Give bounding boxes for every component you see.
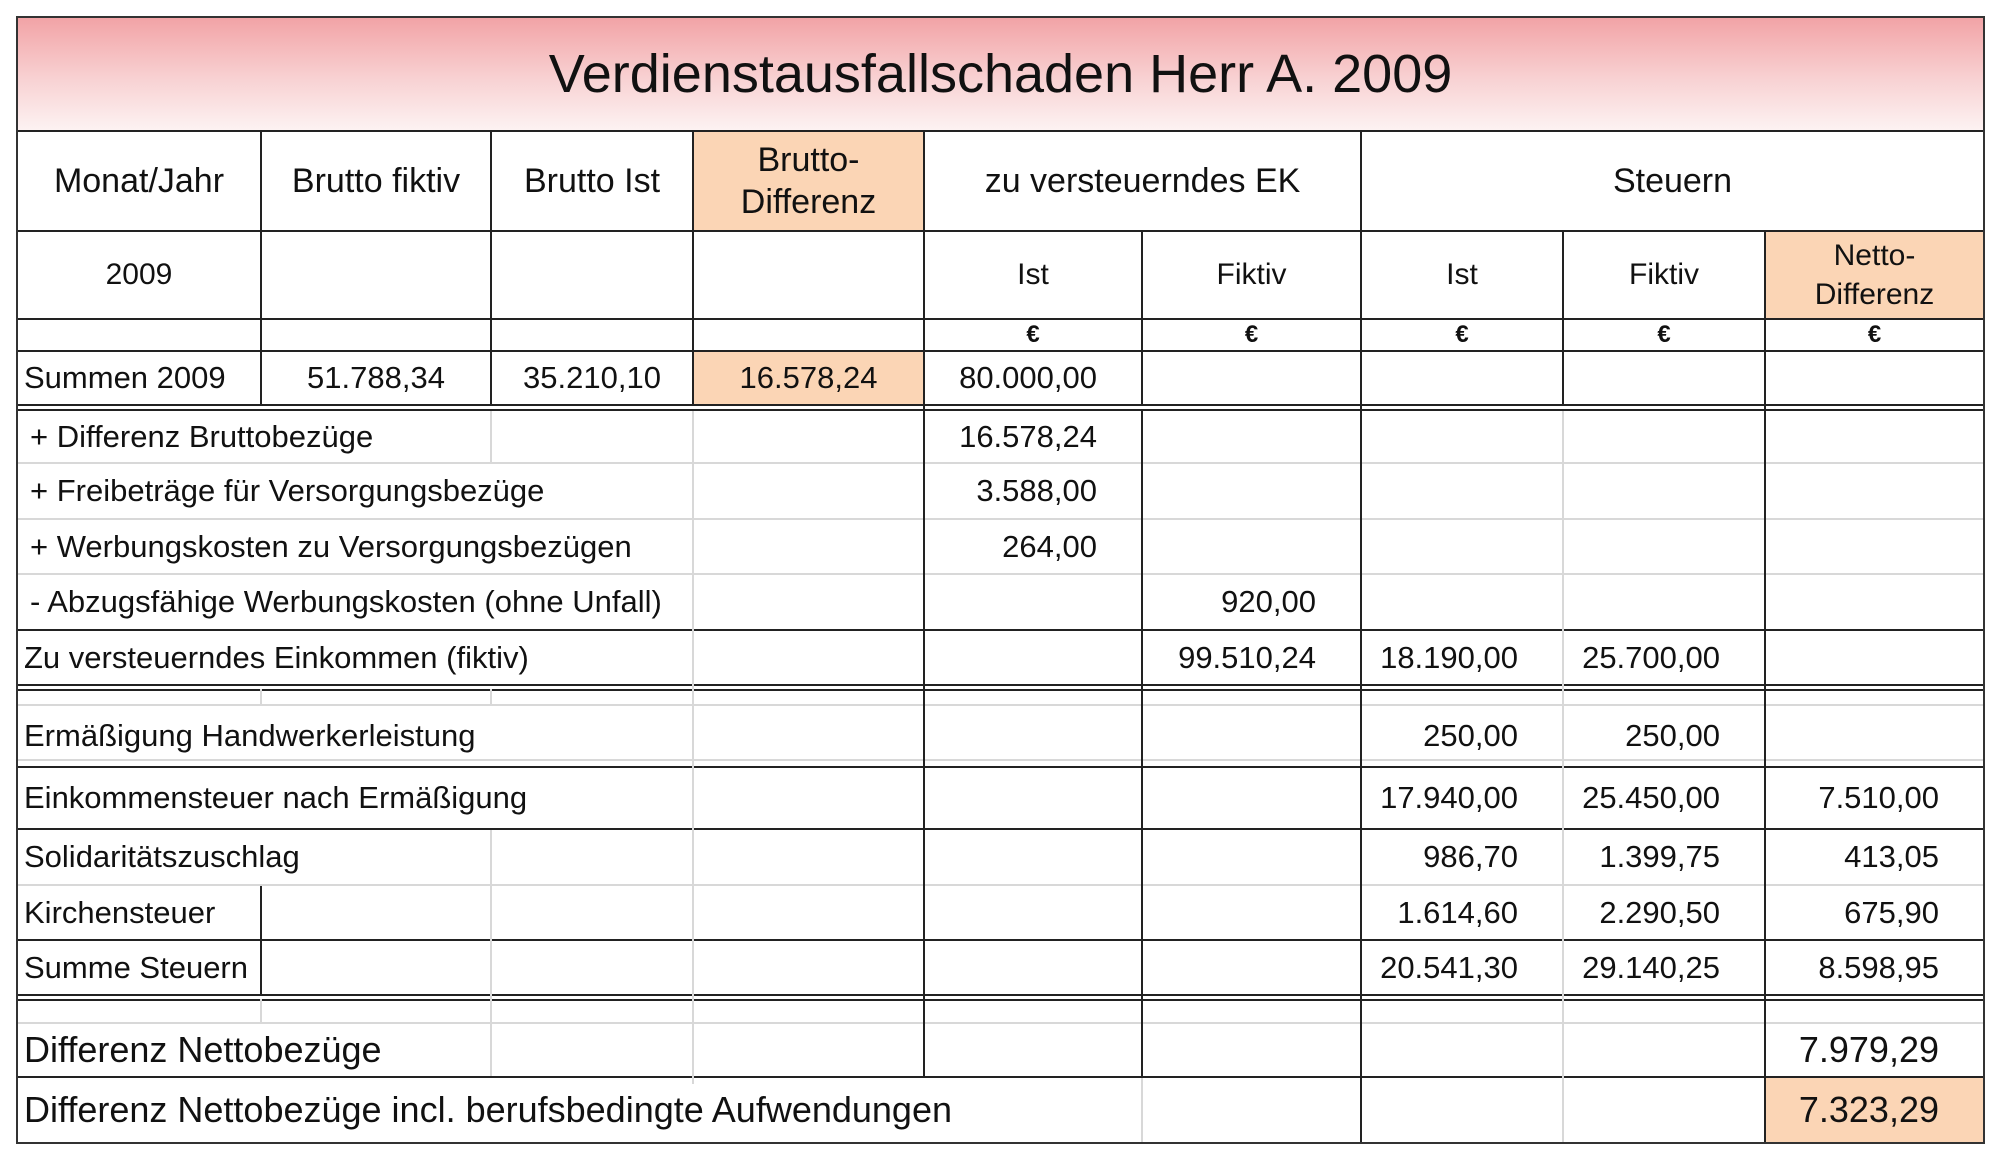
tax-row-steuern-ist: 20.541,30 <box>1380 949 1518 985</box>
spreadsheet-table <box>16 16 1985 1144</box>
tax-row-steuern-fiktiv: 250,00 <box>1625 718 1720 753</box>
tax-row-steuern-ist: 17.940,00 <box>1380 780 1518 815</box>
tax-row-netto: 413,05 <box>1844 839 1939 874</box>
tax-row-steuern-ist: 986,70 <box>1423 839 1518 874</box>
header-brutto-differenz-line1: Brutto- <box>757 140 860 179</box>
zve-fiktiv-steuern-fiktiv: 25.700,00 <box>1582 639 1720 675</box>
summen-ek-ist: 80.000,00 <box>959 360 1097 395</box>
summen-brutto-differenz: 16.578,24 <box>694 352 923 404</box>
tax-row-label: Summe Steuern <box>24 949 248 985</box>
header-steuern: Steuern <box>1612 161 1733 200</box>
subheader-netto-differenz-line2: Differenz <box>1814 278 1935 311</box>
currency-st-fiktiv: € <box>1657 321 1671 348</box>
currency-ek-fiktiv: € <box>1244 321 1259 348</box>
subheader-netto-differenz-line1: Netto- <box>1833 239 1916 272</box>
tax-row-label: Einkommensteuer nach Ermäßigung <box>24 780 528 815</box>
zve-fiktiv-label: Zu versteuerndes Einkommen (fiktiv) <box>24 639 529 675</box>
adjustment-label: + Freibeträge für Versorgungsbezüge <box>30 473 545 508</box>
adjustment-label: - Abzugsfähige Werbungskosten (ohne Unfall) <box>30 584 662 619</box>
adjustment-ek-ist: 3.588,00 <box>976 473 1097 508</box>
subheader-steuern-fiktiv: Fiktiv <box>1629 258 1699 291</box>
tax-row-steuern-fiktiv: 29.140,25 <box>1582 949 1720 985</box>
tax-row-steuern-ist: 250,00 <box>1423 718 1518 753</box>
zve-fiktiv-ek-fiktiv: 99.510,24 <box>1178 639 1316 675</box>
subheader-netto-differenz <box>1766 232 1983 318</box>
adjustment-label: + Differenz Bruttobezüge <box>30 418 374 454</box>
header-brutto-ist: Brutto Ist <box>523 161 661 200</box>
adjustment-label: + Werbungskosten zu Versorgungsbezügen <box>30 528 632 564</box>
subheader-steuern-ist: Ist <box>1446 258 1478 291</box>
currency-ek-ist: € <box>1026 321 1040 348</box>
differenz-nettobezuege-value: 7.979,29 <box>1798 1029 1939 1070</box>
zve-fiktiv-steuern-ist: 18.190,00 <box>1380 639 1518 675</box>
subheader-ek-ist: Ist <box>1017 258 1049 291</box>
adjustment-ek-ist: 264,00 <box>1002 528 1097 564</box>
tax-row-steuern-fiktiv: 1.399,75 <box>1599 839 1720 874</box>
tax-row-steuern-ist: 1.614,60 <box>1397 894 1518 930</box>
tax-row-netto: 8.598,95 <box>1818 949 1939 985</box>
differenz-nettobezuege-incl-value: 7.323,29 <box>1766 1078 1983 1142</box>
tax-row-steuern-fiktiv: 25.450,00 <box>1582 780 1720 815</box>
currency-netto: € <box>1867 321 1882 348</box>
tax-row-steuern-fiktiv: 2.290,50 <box>1599 894 1720 930</box>
subheader-ek-fiktiv: Fiktiv <box>1216 258 1287 291</box>
header-monat-jahr: Monat/Jahr <box>53 161 225 200</box>
summen-label: Summen 2009 <box>24 360 226 395</box>
differenz-nettobezuege-label: Differenz Nettobezüge <box>24 1029 382 1070</box>
tax-row-netto: 7.510,00 <box>1818 780 1939 815</box>
header-brutto-differenz-line2: Differenz <box>740 183 877 221</box>
header-zu-versteuerndes-ek: zu versteuerndes EK <box>984 161 1301 200</box>
summen-brutto-fiktiv: 51.788,34 <box>307 360 445 395</box>
tax-row-label: Solidaritätszuschlag <box>24 839 300 874</box>
adjustment-ek-fiktiv: 920,00 <box>1221 584 1316 619</box>
tax-row-netto: 675,90 <box>1844 894 1939 930</box>
tax-row-label: Ermäßigung Handwerkerleistung <box>24 718 476 753</box>
summen-brutto-ist: 35.210,10 <box>523 360 661 395</box>
differenz-nettobezuege-incl-label: Differenz Nettobezüge incl. berufsbedingte Aufwendungen <box>24 1089 952 1130</box>
header-brutto-differenz <box>694 132 923 230</box>
currency-st-ist: € <box>1455 321 1469 348</box>
tax-row-label: Kirchensteuer <box>24 894 216 930</box>
header-brutto-fiktiv: Brutto fiktiv <box>291 161 461 200</box>
subheader-year: 2009 <box>105 258 173 291</box>
adjustment-ek-ist: 16.578,24 <box>959 418 1097 454</box>
sheet-title: Verdienstausfallschaden Herr A. 2009 <box>18 18 1983 130</box>
